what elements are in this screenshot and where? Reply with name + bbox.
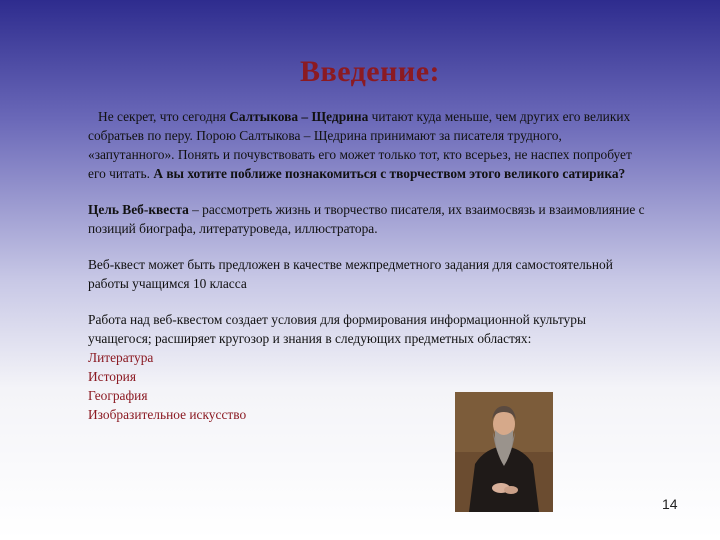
intro-question: А вы хотите поближе познакомиться с творчеством этого великого сатирика?	[153, 166, 626, 181]
slide-title: Введение:	[300, 55, 440, 88]
portrait-icon	[455, 392, 553, 512]
author-name: Салтыкова – Щедрина	[229, 109, 369, 124]
proposal-paragraph: Веб-квест может быть предложен в качестве межпредметного задания для самостоятельной работы учащимся 10 класса	[88, 257, 613, 291]
area-item: География	[88, 388, 148, 403]
goal-paragraph	[88, 200, 648, 238]
work-paragraph: Работа над веб-квестом создает условия для формирования информационной культуры учащегося; расширяет кругозор и знания в следующих предметных областях:	[88, 312, 586, 346]
intro-text-1: Не секрет, что сегодня	[98, 109, 230, 124]
goal-label: Цель Веб-квеста	[88, 202, 189, 217]
area-item: Литература	[88, 350, 154, 365]
area-item: Изобразительное искусство	[88, 407, 247, 422]
writer-portrait	[455, 392, 553, 512]
goal-text: – рассмотреть жизнь и творчество писателя, их взаимосвязь и взаимовлияние с позиций биографа, литературоведа, иллюстратора.	[88, 202, 645, 236]
intro-text-2: читают куда меньше, чем других его великих собратьев по перу. Порою Салтыкова – Щедрина принимают за писателя трудного, «запутанного». Понять и почувствовать его может только тот, кто всерьез, не наспех попробует его читать.	[88, 109, 632, 181]
subject-areas-list	[88, 348, 648, 424]
slide-content	[88, 107, 648, 424]
page-number: 14	[662, 496, 678, 512]
area-item: История	[88, 369, 137, 384]
intro-paragraph	[88, 107, 648, 183]
